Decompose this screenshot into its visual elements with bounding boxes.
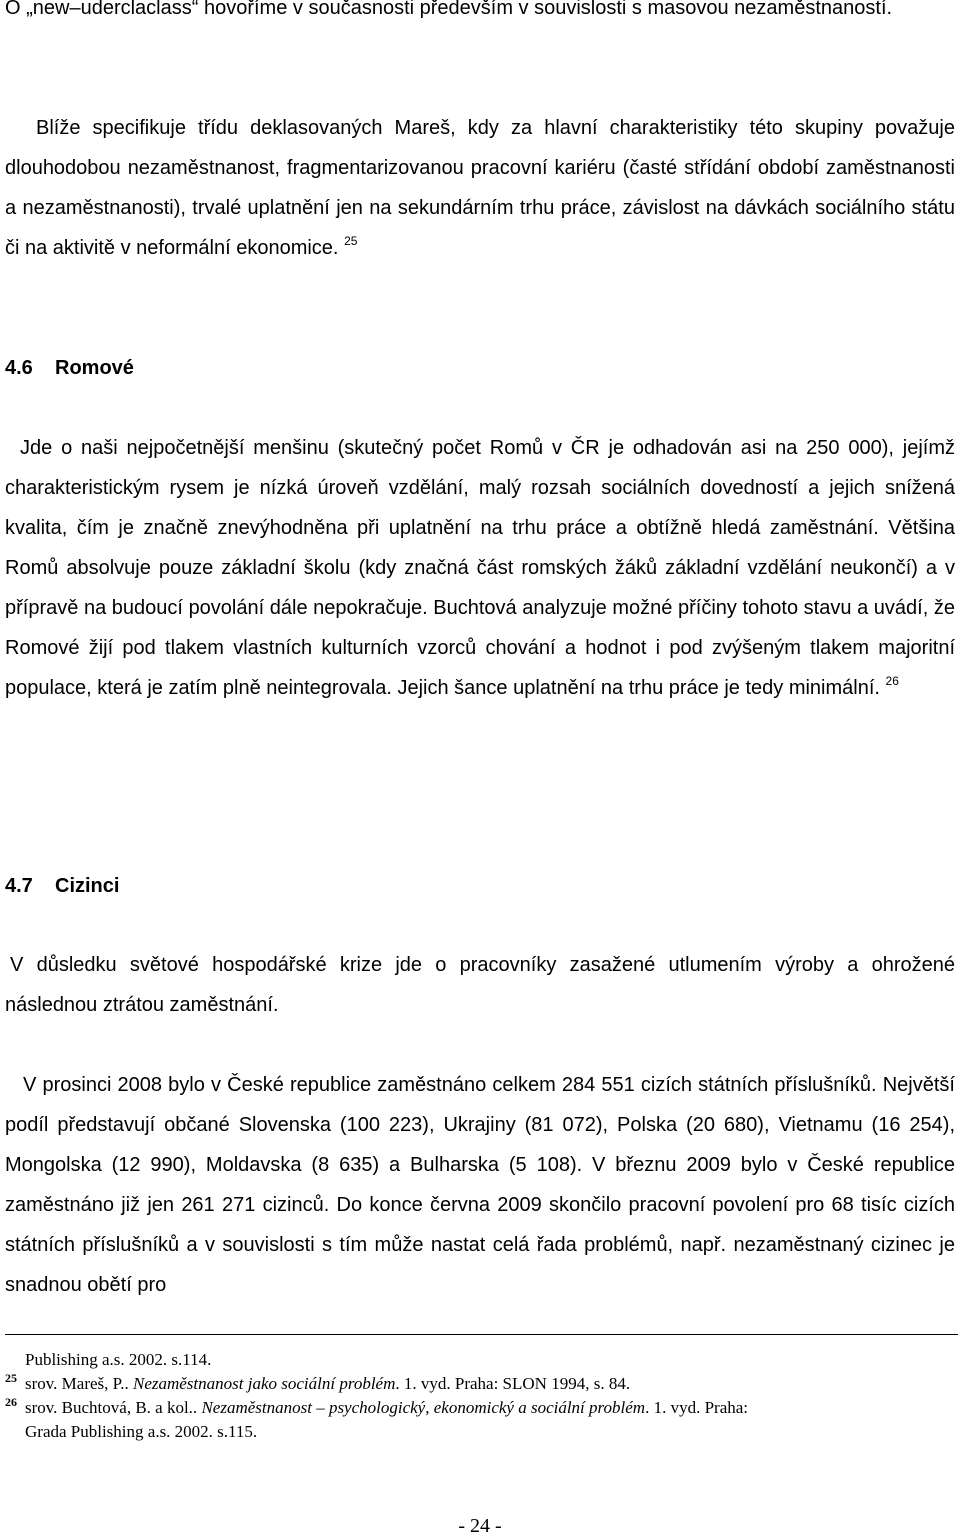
footnote-26-text xyxy=(25,1396,748,1420)
footnote-ref-26: 26 xyxy=(885,674,899,688)
footnote-text-part: srov. Mareš, P.. xyxy=(25,1374,133,1393)
paragraph-krize xyxy=(5,945,955,1025)
footnote-text-part: . 1. vyd. Praha: xyxy=(645,1398,749,1417)
footnote-mark: 26 xyxy=(5,1395,17,1409)
section-heading-4-6 xyxy=(5,354,134,382)
page-number: - 24 - xyxy=(458,1515,502,1537)
footnote-25-text xyxy=(25,1372,630,1396)
footnote-ref-25: 25 xyxy=(344,234,358,248)
section-number: 4.7 xyxy=(5,875,33,897)
paragraph-mares xyxy=(5,108,955,268)
footnote-26-continuation-text: Grada Publishing a.s. 2002. s.115. xyxy=(25,1422,258,1441)
paragraph-underclass xyxy=(5,0,955,28)
footnote-text-part: srov. Buchtová, B. a kol.. xyxy=(25,1398,202,1417)
section-title: Cizinci xyxy=(55,875,120,897)
paragraph-cizinci xyxy=(5,1065,955,1305)
paragraph-cizinci-text: V prosinci 2008 bylo v České republice zaměstnáno celkem 284 551 cizích státních příslušníků. Největší podíl představují občané Slovenska (100 223), Ukrajiny (81 072), Polska (20 680), Vietnamu (16 254), Mongolska (12 990), Moldavska (8 635) a Bulharska (5 108). V březnu 2009 bylo v České republice zaměstnáno již jen 261 271 cizinců. Do konce června 2009 skončilo pracovní povolení pro 68 tisíc cizích státních příslušníků a v souvislosti s tím může nastat celá řada problémů, např. nezaměstnaný cizinec je snadnou obětí pro xyxy=(5,1074,955,1296)
footnote-book-title: Nezaměstnanost – psychologický, ekonomický a sociální problém xyxy=(201,1398,646,1417)
paragraph-underclass-text: O „new–uderclaclass“ hovoříme v současnosti především v souvislosti s masovou nezaměstnaností. xyxy=(5,0,893,19)
footnote-text-part: . 1. vyd. Praha: SLON 1994, s. 84. xyxy=(395,1374,631,1393)
footnote-separator xyxy=(5,1334,958,1335)
section-title: Romové xyxy=(55,357,134,379)
paragraph-romove-text: Jde o naši nejpočetnější menšinu (skutečný počet Romů v ČR je odhadován asi na 250 000), jejímž charakteristickým rysem je nízká úroveň vzdělání, malý rozsah sociálních dovedností a jejich snížená kvalita, čím je značně znevýhodněna při uplatnění na trhu práce a obtížně hledá zaměstnání. Většina Romů absolvuje pouze základní školu (kdy značná část romských žáků základní vzdělání neukončí) a v přípravě na budoucí povolání dále nepokračuje. Buchtová analyzuje možné příčiny tohoto stavu a uvádí, že Romové žijí pod tlakem vlastních kulturních vzorců chování a hodnot i pod zvýšeným tlakem majoritní populace, která je zatím plně neintegrovala. Jejich šance uplatnění na trhu práce je tedy minimální. xyxy=(5,437,955,699)
paragraph-krize-text: V důsledku světové hospodářské krize jde o pracovníky zasažené utlumením výroby a ohrožené následnou ztrátou zaměstnání. xyxy=(5,954,955,1016)
paragraph-mares-text: Blíže specifikuje třídu deklasovaných Mareš, kdy za hlavní charakteristiky této skupiny považuje dlouhodobou nezaměstnanost, fragmentarizovanou pracovní kariéru (časté střídání období zaměstnanosti a nezaměstnanosti), trvalé uplatnění jen na sekundárním trhu práce, závislost na dávkách sociálního státu či na aktivitě v neformální ekonomice. xyxy=(5,117,955,259)
footnote-book-title: Nezaměstnanost jako sociální problém xyxy=(132,1374,396,1393)
section-heading-4-7 xyxy=(5,872,119,900)
footnote-continuation-text: Publishing a.s. 2002. s.114. xyxy=(25,1350,212,1369)
paragraph-romove xyxy=(5,428,955,708)
footnote-mark: 25 xyxy=(5,1371,17,1385)
section-number: 4.6 xyxy=(5,357,33,379)
